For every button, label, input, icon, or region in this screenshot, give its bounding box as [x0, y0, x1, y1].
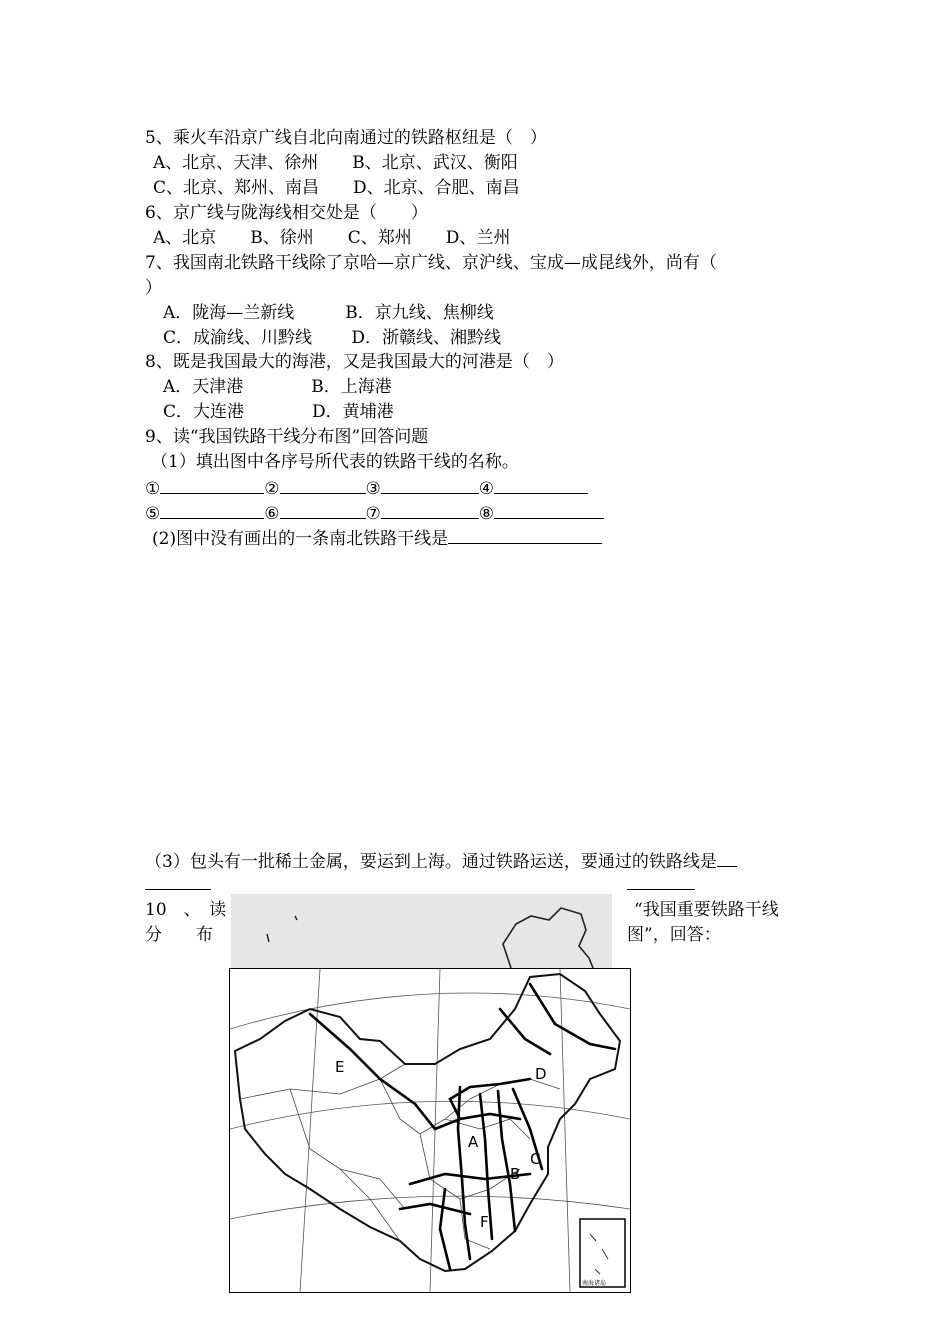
- map-label-b: B: [510, 1165, 521, 1183]
- q9-sub3-line: [145, 848, 737, 874]
- blank-label-4: ④: [478, 479, 494, 499]
- map-label-f: F: [480, 1213, 489, 1231]
- blank-sub3-c[interactable]: [627, 889, 695, 890]
- blank-2[interactable]: [280, 475, 366, 494]
- blank-4[interactable]: [494, 475, 588, 494]
- blank-6[interactable]: [280, 500, 366, 519]
- inset-caption: 南海诸岛: [582, 1280, 607, 1287]
- blank-sub3-a[interactable]: [717, 848, 737, 867]
- blank-label-1: ①: [145, 479, 161, 499]
- blank-sub2[interactable]: [448, 525, 602, 544]
- q7-options-row1: A．陇海—兰新线 B．京九线、焦柳线: [163, 303, 494, 323]
- q10-left-bottom: 分 布: [145, 925, 213, 945]
- q5-options-row1: A、北京、天津、徐州 B、北京、武汉、衡阳: [153, 153, 518, 173]
- q9-sub1: （1）填出图中各序号所代表的铁路干线的名称。: [151, 452, 519, 472]
- blank-label-5: ⑤: [145, 504, 161, 524]
- q9-sub3: （3）包头有一批稀土金属，要运到上海。通过铁路运送，要通过的铁路线是: [145, 852, 717, 872]
- q7-options-row2: C．成渝线、川黔线 D．浙赣线、湘黔线: [163, 328, 502, 348]
- q8-options-row2: C．大连港 D．黄埔港: [163, 402, 394, 422]
- map-label-c: C: [530, 1150, 541, 1168]
- q6-stem: 6、京广线与陇海线相交处是（ ）: [145, 203, 428, 223]
- q10-left-top: 10 、 读: [145, 900, 227, 920]
- map-label-e: E: [335, 1058, 345, 1076]
- map-label-a: A: [468, 1133, 479, 1151]
- q9-blank-row2: [145, 500, 604, 526]
- q8-stem: 8、既是我国最大的海港，又是我国最大的河港是（ ）: [145, 352, 564, 372]
- blank-7[interactable]: [381, 500, 479, 519]
- q8-options-row1: A．天津港 B．上海港: [163, 377, 392, 397]
- blank-1[interactable]: [160, 475, 264, 494]
- q9-sub2-line: [152, 525, 602, 551]
- q7-stem: 7、我国南北铁路干线除了京哈—京广线、京沪线、宝成—成昆线外，尚有（: [145, 253, 717, 273]
- map-label-d: D: [535, 1065, 547, 1083]
- blank-5[interactable]: [160, 500, 264, 519]
- q6-options: A、北京 B、徐州 C、郑州 D、兰州: [153, 228, 511, 248]
- q10-right-top: “我国重要铁路干线: [634, 900, 779, 920]
- blank-label-2: ②: [264, 479, 280, 499]
- railway-map: [229, 968, 631, 1293]
- blank-label-6: ⑥: [264, 504, 280, 524]
- blank-label-7: ⑦: [365, 504, 381, 524]
- blank-label-8: ⑧: [478, 504, 494, 524]
- q9-stem: 9、读“我国铁路干线分布图”回答问题: [145, 427, 429, 447]
- q9-blank-row1: [145, 475, 588, 501]
- q9-sub2: (2)图中没有画出的一条南北铁路干线是: [152, 529, 449, 549]
- blank-label-3: ③: [365, 479, 381, 499]
- blank-3[interactable]: [381, 475, 479, 494]
- q5-options-row2: C、北京、郑州、南昌 D、北京、合肥、南昌: [153, 178, 520, 198]
- blank-8[interactable]: [494, 500, 604, 519]
- q7-stem-end: ）: [145, 278, 162, 298]
- map-fragment-top: [231, 894, 612, 968]
- q5-stem: 5、乘火车沿京广线自北向南通过的铁路枢纽是（ ）: [145, 128, 547, 148]
- blank-sub3-b[interactable]: [145, 889, 211, 890]
- q10-right-bottom: 图”，回答：: [627, 925, 721, 945]
